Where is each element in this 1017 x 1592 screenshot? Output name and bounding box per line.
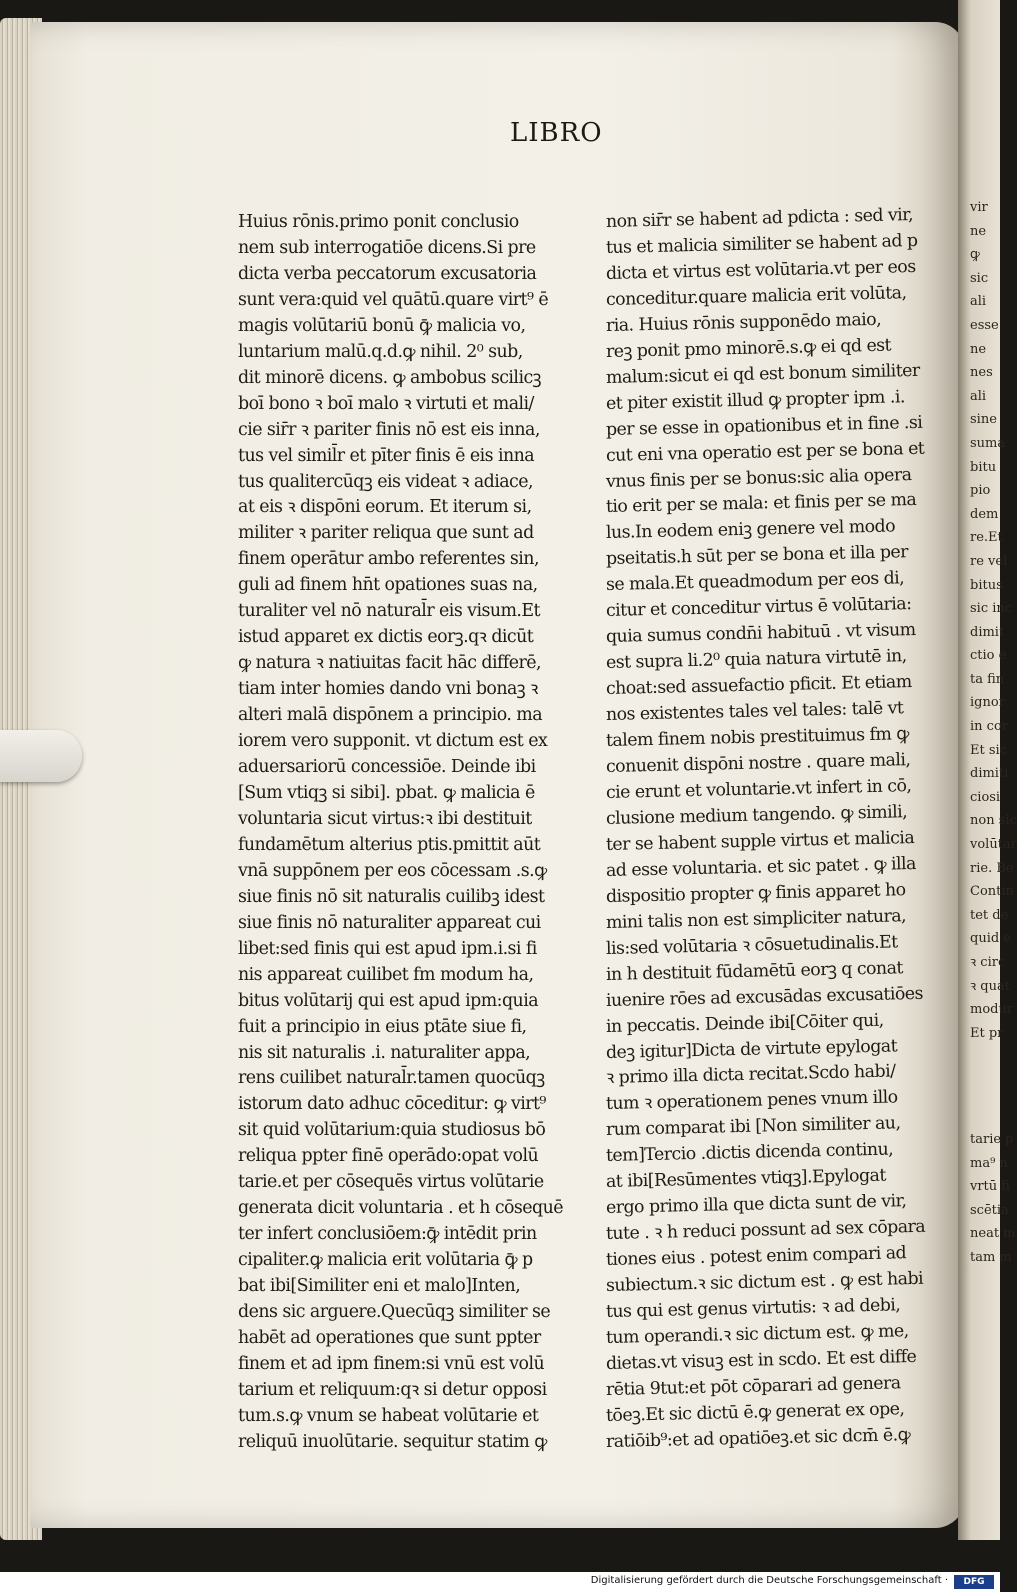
text-line: nem sub interrogatiōe dicens.Si pre — [238, 237, 536, 258]
text-line: lus.In eodem eniꝫ genere vel modo — [605, 516, 896, 544]
text-line: siue finis nō sit naturalis cuilibꝫ idest — [238, 886, 545, 907]
text-line: at eis ꝛ dispōni eorum. Et iterum si, — [238, 497, 532, 518]
text-line: ꝛ quat — [970, 978, 1010, 994]
text-line: quid e — [970, 931, 1011, 947]
text-line: bitus — [970, 577, 1003, 593]
text-line: tus qualitercūqꝫ eis videat ꝛ adiace, — [238, 471, 533, 492]
text-line: fundamētum alterius ptis.pmittit aūt — [238, 834, 541, 855]
text-line: dicta et virtus est volūtaria.vt per eos — [605, 256, 916, 284]
text-line: istorum dato adhuc cōceditur: ꝙ virt⁹ — [238, 1094, 546, 1115]
right-text-column — [605, 205, 926, 1456]
text-line: sic inc — [970, 601, 1013, 617]
text-line: ta fin — [970, 671, 1005, 687]
text-line: nes — [970, 365, 993, 381]
text-line: tiam inter homies dando vni bonaꝫ ꝛ — [238, 679, 538, 700]
text-line: reꝫ ponit pmo minorē.s.ꝙ ei qd est — [605, 335, 892, 362]
text-line: ꝙ natura ꝛ natiuitas facit hāc differē, — [238, 653, 542, 674]
text-line: neat m — [970, 1226, 1016, 1242]
text-line: ter se habent supple virtus et malicia — [605, 827, 915, 855]
text-line: reliquū inuolūtarie. sequitur statim ꝙ — [238, 1431, 547, 1452]
text-line: tam m — [970, 1249, 1012, 1265]
text-line: Huius rōnis.primo ponit conclusio — [238, 212, 519, 232]
text-line: modur — [970, 1002, 1014, 1018]
text-line: per se esse in opationibus et in fine .si — [605, 412, 923, 440]
text-line: habēt ad operationes que sunt ppter — [238, 1327, 541, 1348]
text-line: dimit — [970, 624, 1005, 640]
text-line: luntarium malū.q.d.ꝙ nihil. 2⁰ sub, — [238, 341, 523, 362]
text-line: tarie p — [970, 1132, 1014, 1147]
text-line: cie sir̄r ꝛ pariter finis nō est eis inna, — [238, 419, 540, 440]
text-line: guli ad finem hn̄t opationes suas na, — [238, 575, 538, 596]
text-line: talem finem nobis prestituimus fm ꝙ — [605, 724, 910, 752]
text-line: clusione medium tangendo. ꝙ simili, — [605, 802, 908, 829]
text-line: citur et conceditur virtus ē volūtaria: — [605, 594, 912, 622]
text-line: conuenit dispōni nostre . quare mali, — [605, 750, 911, 778]
text-line: ergo primo illa que dicta sunt de vir, — [605, 1191, 907, 1219]
text-line: vrtū fi — [970, 1179, 1010, 1195]
text-line: ciosi — [970, 789, 1001, 805]
text-line: mini talis non est simpliciter natura, — [605, 905, 907, 933]
text-line: Et sic — [970, 742, 1007, 758]
text-line: cie erunt et voluntarie.vt infert in cō, — [605, 776, 912, 803]
left-text-column — [238, 210, 564, 1456]
text-line: reliqua ppter finē operādo:opat volū — [238, 1146, 539, 1167]
text-line: ad esse voluntaria. et sic patet . ꝙ illa — [605, 853, 917, 881]
text-line: libet:sed finis qui est apud ipm.i.si fi — [238, 938, 537, 959]
text-line: re.Et — [970, 530, 1003, 546]
text-line: tum ꝛ operationem penes vnum illo — [605, 1087, 898, 1115]
adjacent-page-text-lower — [970, 1128, 1016, 1270]
text-line: sunt vera:quid vel quātū.quare virt⁹ ē — [238, 289, 549, 310]
text-line: bitus volūtarij qui est apud ipm:quia — [238, 990, 539, 1011]
text-line: pseitatis.h sūt per se bona et illa per — [605, 542, 909, 570]
text-line: dispositio propter ꝙ finis apparet ho — [605, 879, 906, 907]
text-line: dietas.vt visuꝫ est in scdo. Et est diffe — [605, 1346, 917, 1374]
text-line: dem — [970, 506, 999, 522]
text-line: generata dicit voluntaria . et h cōsequē — [238, 1198, 564, 1219]
text-line: pio — [970, 483, 991, 499]
text-line: ratiōib⁹:et ad opatiōeꝫ.et sic dcm̄ ē.ꝙ — [605, 1424, 911, 1452]
text-line: rētia 9tut:et pōt cōparari ad genera — [605, 1373, 901, 1400]
text-line: ꝙ — [970, 247, 980, 263]
text-line: esse — [970, 317, 999, 333]
text-line: choat:sed assuefactio pficit. Et etiam — [605, 672, 912, 700]
text-line: nis sit naturalis .i. naturaliter appa, — [238, 1042, 531, 1063]
text-line: tem]Tercio .dictis dicenda continu, — [605, 1139, 894, 1167]
text-line: fuit a principio in eius ptāte siue fi, — [238, 1016, 527, 1037]
text-line: vir — [970, 200, 988, 215]
text-line: tum operandi.ꝛ sic dictum est. ꝙ me, — [605, 1321, 909, 1348]
text-line: siue finis nō naturaliter appareat cui — [238, 912, 541, 933]
text-line: tarium et reliquum:qꝛ si detur opposi — [238, 1379, 547, 1400]
text-line: non sic — [970, 813, 1017, 829]
dfg-logo: DFG — [954, 1575, 994, 1589]
text-line: magis volūtariū bonū ꝙ̄ malicia vo, — [238, 315, 526, 336]
text-line: nis appareat cuilibet fm modum ha, — [238, 964, 534, 985]
text-line: dimiti — [970, 766, 1009, 782]
text-line: in peccatis. Deinde ibi[Cōiter qui, — [605, 1010, 884, 1037]
text-line: at ibi[Resūmentes vtiqꝫ].Epylogat — [605, 1165, 887, 1193]
text-line: tus et malicia similiter se habent ad p — [605, 230, 918, 258]
bookmark-ribbon — [0, 730, 82, 782]
text-line: Contin — [970, 884, 1014, 900]
page-header: LIBRO — [510, 118, 603, 148]
text-line: rens cuilibet natural̄r.tamen quocūqꝫ — [238, 1068, 545, 1089]
text-line: ꝛ circ — [970, 955, 1006, 970]
text-line: sic — [970, 270, 989, 286]
text-line: dicta verba peccatorum excusatoria — [238, 263, 537, 284]
text-line: militer ꝛ pariter reliqua que sunt ad — [238, 523, 534, 544]
text-line: subiectum.ꝛ sic dictum est . ꝙ est habi — [605, 1268, 924, 1297]
text-line: cipaliter.ꝙ malicia erit volūtaria ꝙ̄ p — [238, 1250, 533, 1271]
text-line: istud apparet ex dictis eorꝫ.qꝛ dicūt — [238, 627, 534, 648]
text-line: vnus finis per se bonus:sic alia opera — [605, 464, 912, 492]
text-line: sit quid volūtarium:quia studiosus bō — [238, 1120, 546, 1141]
text-line: dit minorē dicens. ꝙ ambobus scilicꝫ — [238, 367, 541, 388]
text-line: sine — [970, 412, 997, 428]
text-line: [Sum vtiqꝫ si sibi]. pbat. ꝙ malicia ē — [238, 782, 535, 803]
text-line: deꝫ igitur]Dicta de virtute epylogat — [605, 1035, 898, 1063]
text-line: suma — [970, 435, 1006, 451]
text-line: vnā suppōnem per eos cōcessam .s.ꝙ — [238, 860, 547, 881]
text-line: rum comparat ibi [Non similiter au, — [605, 1113, 901, 1141]
text-line: voluntaria sicut virtus:ꝛ ibi destituit — [238, 808, 532, 829]
text-line: se mala.Et queadmodum per eos di, — [605, 568, 905, 596]
text-line: ali — [970, 294, 987, 310]
text-line: quia sumus condn̄i habituū . vt visum — [605, 620, 916, 648]
text-line: malum:sicut ei qd est bonum similiter — [605, 360, 920, 388]
text-line: tiones eius . potest enim compari ad — [605, 1243, 907, 1271]
text-line: volūtar — [970, 837, 1017, 853]
text-line: boī bono ꝛ boī malo ꝛ virtuti et mali/ — [238, 393, 534, 414]
text-line: cut eni vna operatio est per se bona et — [605, 438, 925, 466]
text-line: turaliter vel nō natural̄r eis visum.Et — [238, 601, 540, 622]
text-line: finem et ad ipm finem:si vnū est volū — [238, 1353, 545, 1374]
text-line: aduersariorū concessiōe. Deinde ibi — [238, 757, 536, 778]
text-line: ali — [970, 388, 987, 404]
text-line: conceditur.quare malicia erit volūta, — [605, 283, 907, 310]
text-line: tum.s.ꝙ vnum se habeat volūtarie et — [238, 1405, 539, 1426]
text-line: tōeꝫ.Et sic dictū ē.ꝙ generat ex ope, — [605, 1399, 905, 1426]
text-line: tarie.et per cōsequēs virtus volūtarie — [238, 1172, 544, 1193]
text-line: in h destituit fūdamētū eorꝫ q conat — [605, 957, 904, 985]
text-line: in cor — [970, 719, 1008, 735]
text-line: ne — [970, 223, 987, 239]
text-line: bat ibi[Similiter eni et malo]Inten, — [238, 1276, 521, 1297]
text-line: dens sic arguere.Quecūqꝫ similiter se — [238, 1302, 551, 1323]
text-line: ria. Huius rōnis supponēdo maio, — [605, 309, 882, 336]
text-line: ter infert conclusiōem:ꝙ̄ intēdit prin — [238, 1224, 537, 1245]
text-line: rie. Be — [970, 860, 1014, 876]
footer-bar — [0, 1572, 1000, 1592]
text-line: iuenire rōes ad excusādas excusatiōes — [605, 983, 924, 1011]
text-line: non sir̄r se habent ad pdicta : sed vir, — [605, 205, 914, 232]
text-line: tus qui est genus virtutis: ꝛ ad debi, — [605, 1295, 901, 1323]
text-line: tio erit per se mala: et finis per se ma — [605, 490, 917, 518]
text-line: ignor — [970, 695, 1005, 711]
adjacent-page-text-upper — [970, 196, 1017, 1045]
text-line: scētia — [970, 1202, 1009, 1218]
text-line: tute . ꝛ h reduci possunt ad sex cōpara — [605, 1216, 926, 1245]
text-line: iorem vero supponit. vt dictum est ex — [238, 731, 548, 752]
text-line: ne — [970, 341, 987, 357]
adjacent-page — [958, 0, 1017, 1540]
text-line: est supra li.2⁰ quia natura virtutē in, — [605, 646, 907, 674]
text-line: re vel — [970, 553, 1008, 569]
text-line: tet de — [970, 907, 1009, 923]
text-line: nos existentes tales vel tales: talē vt — [605, 698, 904, 726]
text-line: Et pr — [970, 1025, 1004, 1041]
text-line: ma⁹ n — [970, 1155, 1008, 1171]
text-line: et piter existit illud ꝙ propter ipm .i. — [605, 386, 906, 414]
text-line: bitu — [970, 459, 997, 475]
text-line: ꝛ primo illa dicta recitat.Scdo habi/ — [605, 1061, 896, 1089]
footer-credit: Digitalisierung gefördert durch die Deutsche Forschungsgemeinschaft · — [590, 1575, 948, 1586]
text-line: tus vel simil̄r et pīter finis ē eis inna — [238, 445, 535, 466]
text-line: alteri malā dispōnem a principio. ma — [238, 705, 543, 726]
text-line: finem operātur ambo referentes sin, — [238, 549, 539, 570]
text-line: ctio e — [970, 648, 1007, 664]
text-line: lis:sed volūtaria ꝛ cōsuetudinalis.Et — [605, 932, 898, 959]
